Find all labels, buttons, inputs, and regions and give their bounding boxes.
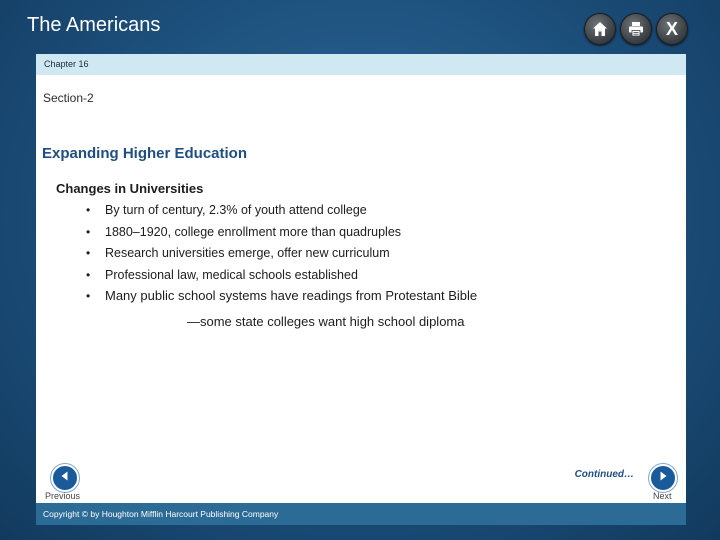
bullet-icon: • <box>86 267 91 282</box>
list-item: • 1880–1920, college enrollment more than quadruples <box>86 224 402 239</box>
next-label[interactable]: Next <box>653 491 672 501</box>
print-button[interactable] <box>620 13 652 45</box>
slide-content <box>36 75 686 503</box>
chapter-label: Chapter 16 <box>44 59 89 69</box>
chapter-bar <box>36 54 686 76</box>
bullet-list <box>86 202 477 310</box>
previous-label[interactable]: Previous <box>45 491 81 501</box>
slide-heading: Expanding Higher Education <box>42 145 248 162</box>
continued-label: Continued… <box>574 469 634 480</box>
home-button[interactable] <box>584 13 616 45</box>
bullet-icon: • <box>86 203 91 217</box>
bullet-icon: • <box>86 289 91 303</box>
title-bar <box>0 0 720 54</box>
close-icon: X <box>665 18 678 39</box>
previous-button[interactable] <box>51 464 79 492</box>
bullet-continuation: —some state colleges want high school diploma <box>187 314 465 329</box>
arrow-left-icon <box>59 469 71 487</box>
home-icon <box>591 20 609 38</box>
print-icon <box>627 20 645 38</box>
close-button[interactable] <box>656 13 688 45</box>
list-item: • Professional law, medical schools established <box>86 267 358 282</box>
copyright-text: Copyright © by Houghton Mifflin Harcourt Publishing Company <box>43 509 279 519</box>
list-item: • By turn of century, 2.3% of youth attend college <box>86 203 367 217</box>
next-button[interactable] <box>649 464 677 492</box>
arrow-right-icon <box>657 469 669 487</box>
section-label: Section-2 <box>43 91 94 105</box>
footer-bar <box>36 503 686 525</box>
subheading: Changes in Universities <box>56 181 204 196</box>
list-item: • Many public school systems have readings from Protestant Bible <box>86 288 478 303</box>
bullet-icon: • <box>86 224 91 239</box>
bullet-icon: • <box>86 246 91 260</box>
list-item: • Research universities emerge, offer new curriculum <box>86 246 390 260</box>
app-title: The Americans <box>27 14 161 36</box>
